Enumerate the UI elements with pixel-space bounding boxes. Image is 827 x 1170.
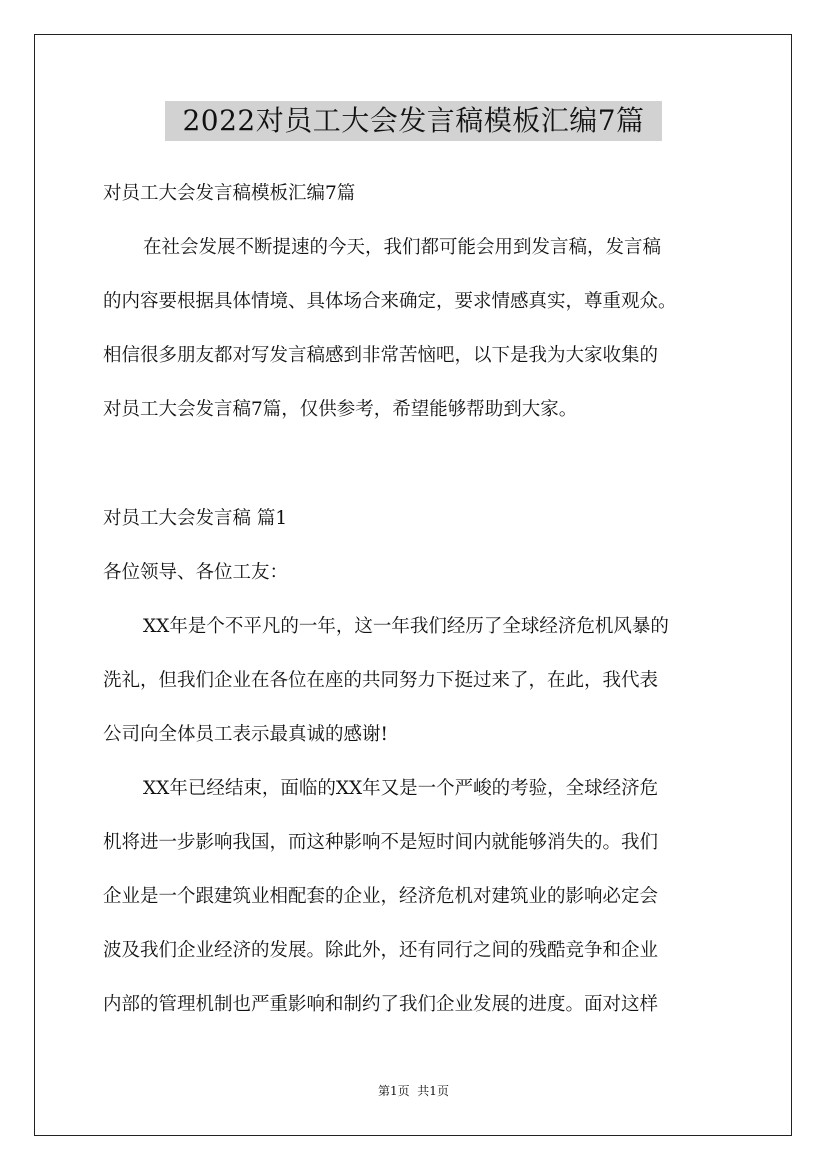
- document-title: 2022对员工大会发言稿模板汇编7篇: [165, 101, 662, 141]
- paragraph-line: 相信很多朋友都对写发言稿感到非常苦恼吧，以下是我为大家收集的: [103, 345, 659, 366]
- paragraph-line: 内部的管理机制也严重影响和制约了我们企业发展的进度。面对这样: [103, 994, 659, 1015]
- paragraph-line: 公司向全体员工表示最真诚的感谢!: [103, 724, 388, 745]
- paragraph-line: 在社会发展不断提速的今天，我们都可能会用到发言稿，发言稿: [143, 237, 662, 258]
- subtitle-line: 对员工大会发言稿模板汇编7篇: [103, 183, 356, 204]
- paragraph-line: 的内容要根据具体情境、具体场合来确定，要求情感真实，尊重观众。: [103, 291, 677, 312]
- paragraph-line: 洗礼，但我们企业在各位在座的共同努力下挺过来了，在此，我代表: [103, 670, 659, 691]
- section-heading: 对员工大会发言稿 篇1: [103, 508, 288, 529]
- paragraph-line: XX年是个不平凡的一年，这一年我们经历了全球经济危机风暴的: [143, 616, 669, 637]
- paragraph-line: XX年已经结束，面临的XX年又是一个严峻的考验，全球经济危: [143, 778, 659, 799]
- paragraph-line: 波及我们企业经济的发展。除此外，还有同行之间的残酷竞争和企业: [103, 940, 659, 961]
- paragraph-line: 机将进一步影响我国，而这种影响不是短时间内就能够消失的。我们: [103, 832, 659, 853]
- paragraph-line: 对员工大会发言稿7篇，仅供参考，希望能够帮助到大家。: [103, 399, 578, 420]
- page-footer: 第1页 共1页: [378, 1084, 449, 1098]
- paragraph-line: 企业是一个跟建筑业相配套的企业，经济危机对建筑业的影响必定会: [103, 886, 659, 907]
- salutation-line: 各位领导、各位工友：: [103, 562, 289, 583]
